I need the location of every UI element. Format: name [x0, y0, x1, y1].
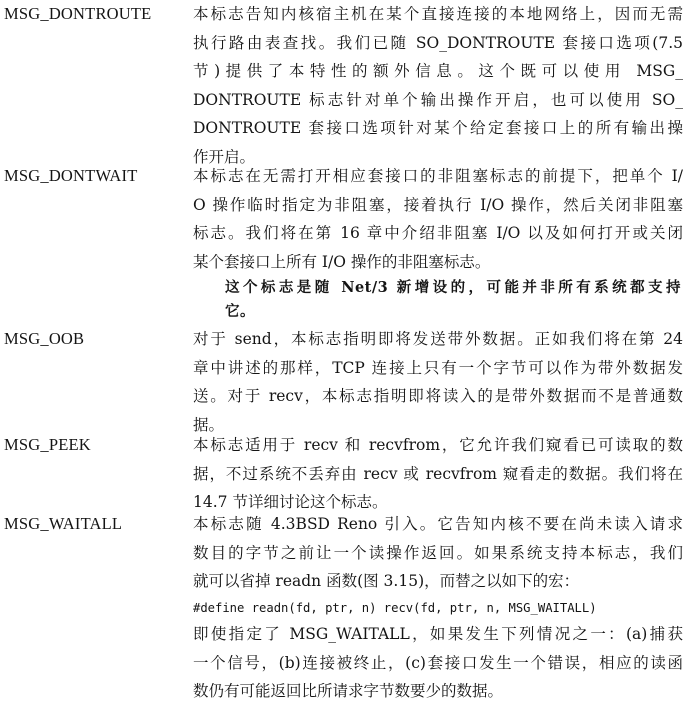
desc-msg-dontroute [193, 0, 683, 171]
note-line: 它。 [225, 303, 255, 320]
desc-line: 14.7 节详细讨论这个标志。 [193, 493, 388, 511]
desc-line: 某个套接口上所有 I/O 操作的非阻塞标志。 [193, 252, 491, 271]
desc-line: 作开启。 [193, 147, 256, 166]
desc-line: 章中讲述的那样，TCP 连接上只有一个字节可以作为带外数据发 [193, 358, 683, 377]
desc-msg-peek [193, 431, 683, 517]
desc-line: 就可以省掉 readn 函数(图 3.15)，而替之以如下的宏： [193, 572, 580, 590]
note-line: 这个标志是随 Net/3 新增设的，可能并非所有系统都支持 [225, 279, 681, 296]
term-msg-peek: MSG_PEEK [4, 435, 91, 454]
term-msg-waitall: MSG_WAITALL [4, 514, 123, 533]
desc-line: 本标志随 4.3BSD Reno 引入。它告知内核不要在尚未读入请求 [193, 515, 683, 533]
desc-line: 据，不过系统不丢弃由 recv 或 recvfrom 窥看走的数据。我们将在 [193, 464, 683, 483]
term-msg-dontroute: MSG_DONTROUTE [4, 4, 152, 23]
desc-line: 即使指定了 MSG_WAITALL，如果发生下列情况之一：(a)捕获 [193, 625, 683, 643]
desc-line: 对于 send，本标志指明即将发送带外数据。正如我们将在第 24 [193, 330, 683, 348]
desc-msg-waitall-continued [193, 620, 683, 706]
desc-line: 本标志适用于 recv 和 recvfrom，它允许我们窥看已可读取的数 [193, 436, 683, 454]
desc-line: DONTROUTE 标志针对单个输出操作开启，也可以使用 SO_ [193, 90, 683, 109]
desc-line: 数仍有可能返回比所请求字节数要少的数据。 [193, 682, 504, 700]
note-net3 [225, 276, 681, 324]
desc-msg-waitall [193, 510, 683, 596]
desc-line: 标志。我们将在第 16 章中介绍非阻塞 I/O 以及如何打开或关闭 [193, 224, 683, 242]
code-define-readn: #define readn(fd, ptr, n) recv(fd, ptr, n, MSG_WAITALL) [193, 601, 597, 615]
desc-line: 节)提供了本特性的额外信息。这个既可以使用 MSG_ [193, 62, 683, 80]
desc-line: 一个信号，(b)连接被终止，(c)套接口发生一个错误，相应的读函 [193, 653, 683, 672]
desc-line: 数目的字节之前让一个读操作返回。如果系统支持本标志，我们 [193, 543, 683, 562]
desc-line: 本标志在无需打开相应套接口的非阻塞标志的前提下，把单个 I/ [193, 167, 683, 185]
desc-msg-dontwait [193, 162, 683, 276]
term-msg-oob: MSG_OOB [4, 329, 85, 348]
desc-line: 送。对于 recv，本标志指明即将读入的是带外数据而不是普通数 [193, 387, 683, 405]
desc-line: O 操作临时指定为非阻塞，接着执行 I/O 操作，然后关闭非阻塞 [193, 195, 683, 214]
desc-msg-oob [193, 325, 683, 439]
desc-line: DONTROUTE 套接口选项针对某个给定套接口上的所有输出操 [193, 119, 683, 137]
desc-line: 本标志告知内核宿主机在某个直接连接的本地网络上，因而无需 [193, 5, 683, 23]
term-msg-dontwait: MSG_DONTWAIT [4, 166, 138, 185]
desc-line: 据。 [193, 415, 225, 434]
desc-line: 执行路由表查找。我们已随 SO_DONTROUTE 套接口选项(7.5 [193, 33, 683, 52]
